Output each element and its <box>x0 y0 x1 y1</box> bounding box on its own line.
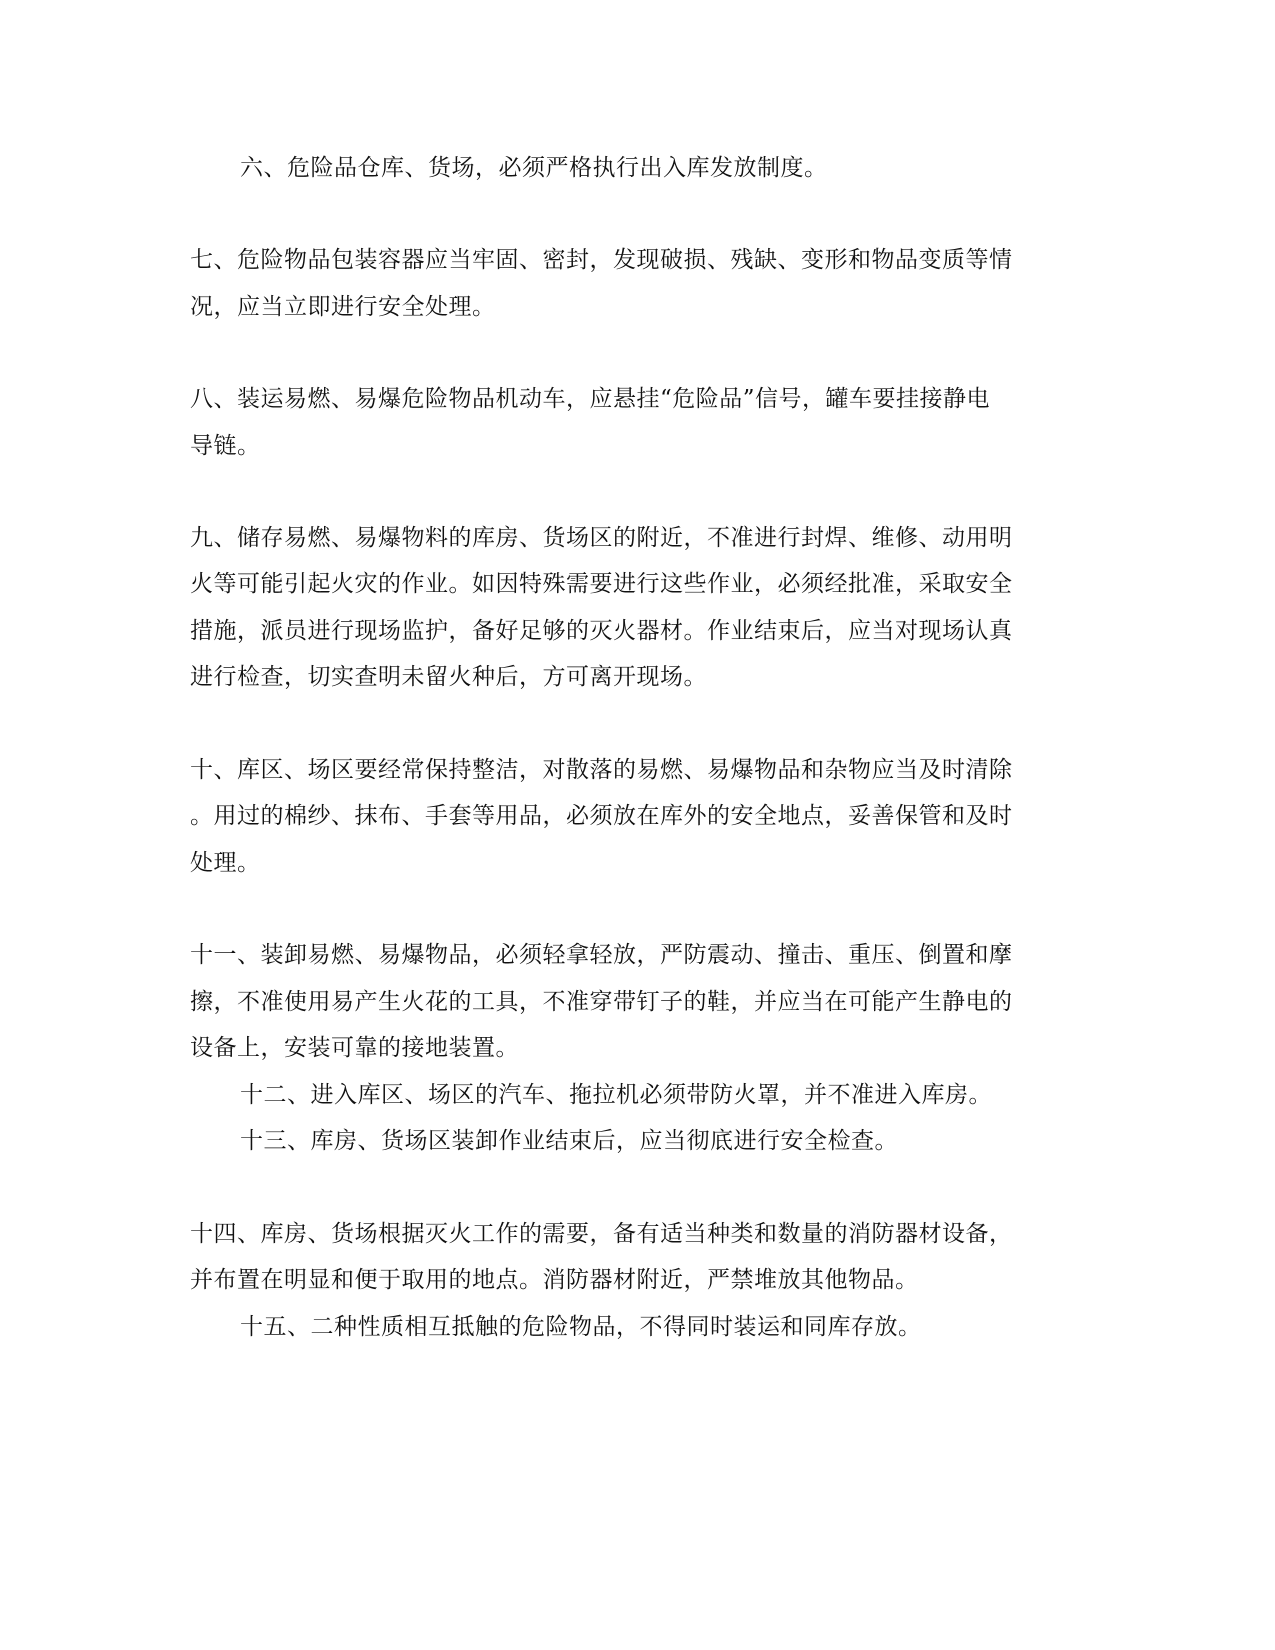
paragraph-8-line-1: 八、装运易燃、易爆危险物品机动车，应悬挂“危险品”信号，罐车要挂接静电 <box>190 386 991 412</box>
paragraph-12-line-1: 十二、进入库区、场区的汽车、拖拉机必须带防火罩，并不准进入库房。 <box>240 1082 992 1108</box>
paragraph-14-line-2: 并布置在明显和便于取用的地点。消防器材附近，严禁堆放其他物品。 <box>190 1267 919 1293</box>
paragraph-6-line-1: 六、危险品仓库、货场，必须严格执行出入库发放制度。 <box>240 155 828 181</box>
paragraph-14-line-1: 十四、库房、货场根据灭火工作的需要，备有适当种类和数量的消防器材设备， <box>190 1221 1013 1247</box>
paragraph-10-line-2: 。用过的棉纱、抹布、手套等用品，必须放在库外的安全地点，妥善保管和及时 <box>190 803 1013 829</box>
paragraph-8-line-2: 导链。 <box>190 433 261 459</box>
paragraph-10-line-3: 处理。 <box>190 850 261 876</box>
paragraph-11-line-3: 设备上，安装可靠的接地装置。 <box>190 1035 519 1061</box>
paragraph-9-line-1: 九、储存易燃、易爆物料的库房、货场区的附近，不准进行封焊、维修、动用明 <box>190 525 1013 551</box>
paragraph-7-line-2: 况，应当立即进行安全处理。 <box>190 294 496 320</box>
paragraph-7-line-1: 七、危险物品包装容器应当牢固、密封，发现破损、残缺、变形和物品变质等情 <box>190 247 1013 273</box>
paragraph-15-line-1: 十五、二种性质相互抵触的危险物品，不得同时装运和同库存放。 <box>240 1314 922 1340</box>
paragraph-13-line-1: 十三、库房、货场区装卸作业结束后，应当彻底进行安全检查。 <box>240 1128 898 1154</box>
paragraph-10-line-1: 十、库区、场区要经常保持整洁，对散落的易燃、易爆物品和杂物应当及时清除 <box>190 757 1013 783</box>
paragraph-9-line-3: 措施，派员进行现场监护，备好足够的灭火器材。作业结束后，应当对现场认真 <box>190 618 1013 644</box>
paragraph-11-line-2: 擦，不准使用易产生火花的工具，不准穿带钉子的鞋，并应当在可能产生静电的 <box>190 989 1013 1015</box>
paragraph-9-line-4: 进行检查，切实查明未留火种后，方可离开现场。 <box>190 664 707 690</box>
paragraph-9-line-2: 火等可能引起火灾的作业。如因特殊需要进行这些作业，必须经批准，采取安全 <box>190 571 1013 597</box>
paragraph-11-line-1: 十一、装卸易燃、易爆物品，必须轻拿轻放，严防震动、撞击、重压、倒置和摩 <box>190 942 1013 968</box>
